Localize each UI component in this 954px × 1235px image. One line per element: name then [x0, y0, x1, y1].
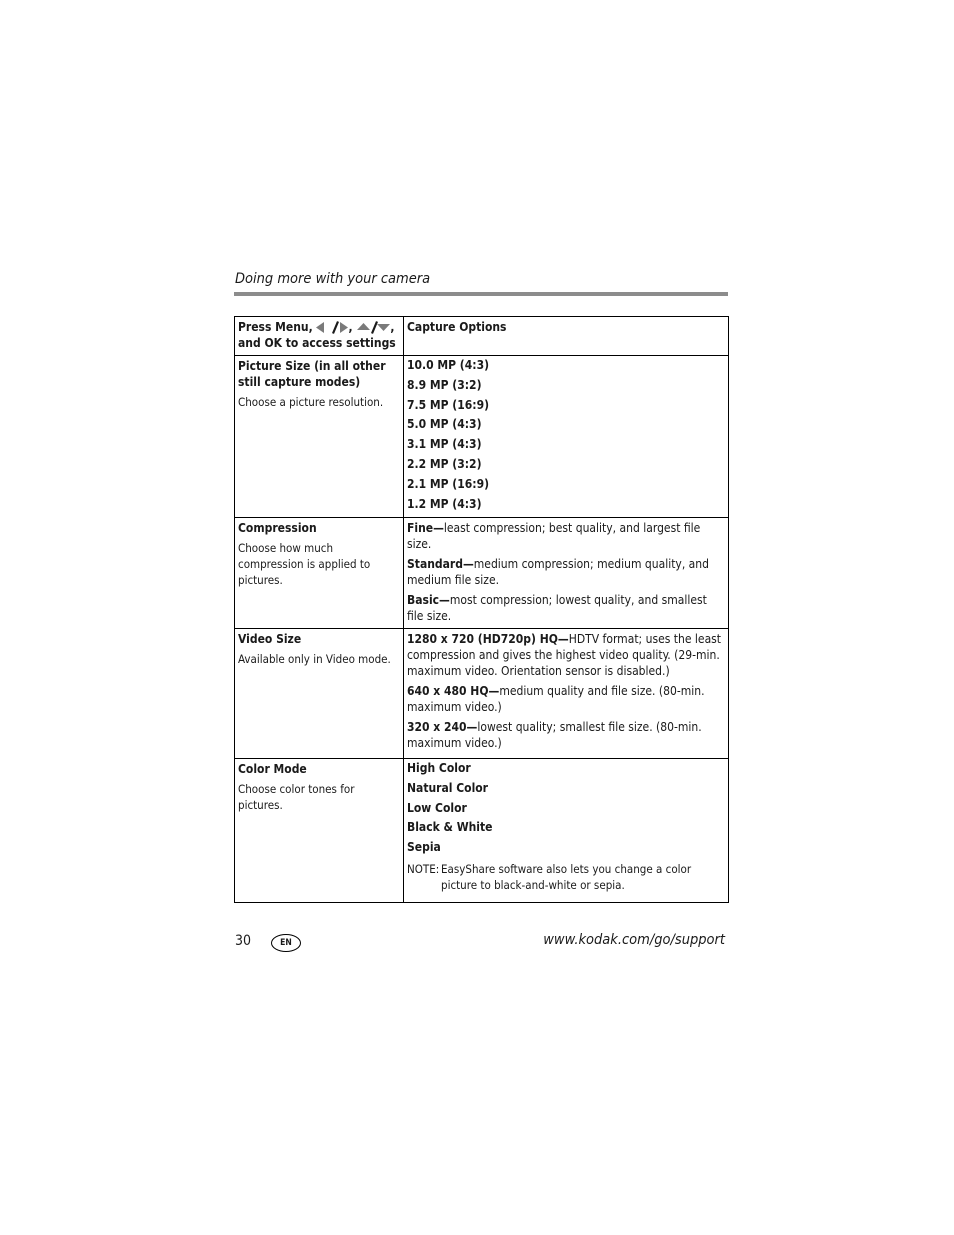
setting-name: Color Mode: [238, 762, 307, 776]
option-item: 3.1 MP (4:3): [407, 437, 482, 452]
header-press-menu: Press Menu,: [238, 320, 313, 334]
option-item: Black & White: [407, 820, 493, 835]
header-separator-2: ,: [390, 320, 395, 334]
option-item: Standard—medium compression; medium quality, and medium file size.: [407, 557, 709, 587]
option-item: Sepia: [407, 840, 441, 855]
note-text: EasyShare software also lets you change a color picture to black-and-white or sepia.: [441, 861, 692, 892]
setting-name: Picture Size (in all other still capture modes): [238, 359, 386, 389]
table-row: [235, 356, 729, 518]
header-separator: ,: [348, 320, 353, 334]
setting-description: Choose color tones for pictures.: [238, 782, 355, 812]
left-right-arrows-icon: [316, 321, 348, 334]
setting-description: Choose how much compression is applied to pictures.: [238, 541, 371, 587]
setting-name: Video Size: [238, 632, 302, 646]
option-item: Natural Color: [407, 780, 489, 795]
note-label: NOTE:: [407, 861, 440, 876]
option-item: 8.9 MP (3:2): [407, 377, 482, 392]
option-item: 1.2 MP (4:3): [407, 496, 482, 511]
section-title: Doing more with your camera: [235, 271, 431, 287]
header-ok-access: and OK to access settings: [238, 336, 396, 350]
header-cell-settings: [235, 317, 404, 356]
page-number: 30: [235, 933, 252, 949]
support-url: www.kodak.com/go/support: [543, 932, 725, 948]
table-row: [235, 759, 729, 903]
language-badge: EN: [271, 934, 301, 952]
option-item: 320 x 240—lowest quality; smallest file size. (80-min. maximum video.): [407, 720, 702, 750]
option-item: Low Color: [407, 800, 467, 815]
option-item: 640 x 480 HQ—medium quality and file size. (80-min. maximum video.): [407, 684, 705, 714]
setting-description: Choose a picture resolution.: [238, 395, 384, 409]
table-row: [235, 629, 729, 759]
option-item: 10.0 MP (4:3): [407, 358, 490, 372]
note: [407, 861, 725, 893]
setting-description: Available only in Video mode.: [238, 652, 391, 666]
option-item: Basic—most compression; lowest quality, and smallest file size.: [407, 593, 707, 623]
header-cell-capture-options: Capture Options: [404, 317, 729, 356]
header-rule: [234, 292, 728, 296]
option-item: 2.2 MP (3:2): [407, 456, 482, 471]
settings-table: [234, 316, 729, 903]
option-item: High Color: [407, 761, 471, 775]
option-item: Fine—least compression; best quality, and largest file size.: [407, 521, 701, 551]
up-down-arrows-icon: [356, 321, 390, 334]
table-row: [235, 518, 729, 629]
option-item: 5.0 MP (4:3): [407, 417, 482, 432]
setting-name: Compression: [238, 521, 317, 535]
option-item: 7.5 MP (16:9): [407, 397, 490, 412]
option-item: 2.1 MP (16:9): [407, 476, 490, 491]
option-item: 1280 x 720 (HD720p) HQ—HDTV format; uses the least compression and gives the highest video quality. (29-min. maximum video. Orientation sensor is disabled.): [407, 632, 722, 678]
table-header-row: [235, 317, 729, 356]
